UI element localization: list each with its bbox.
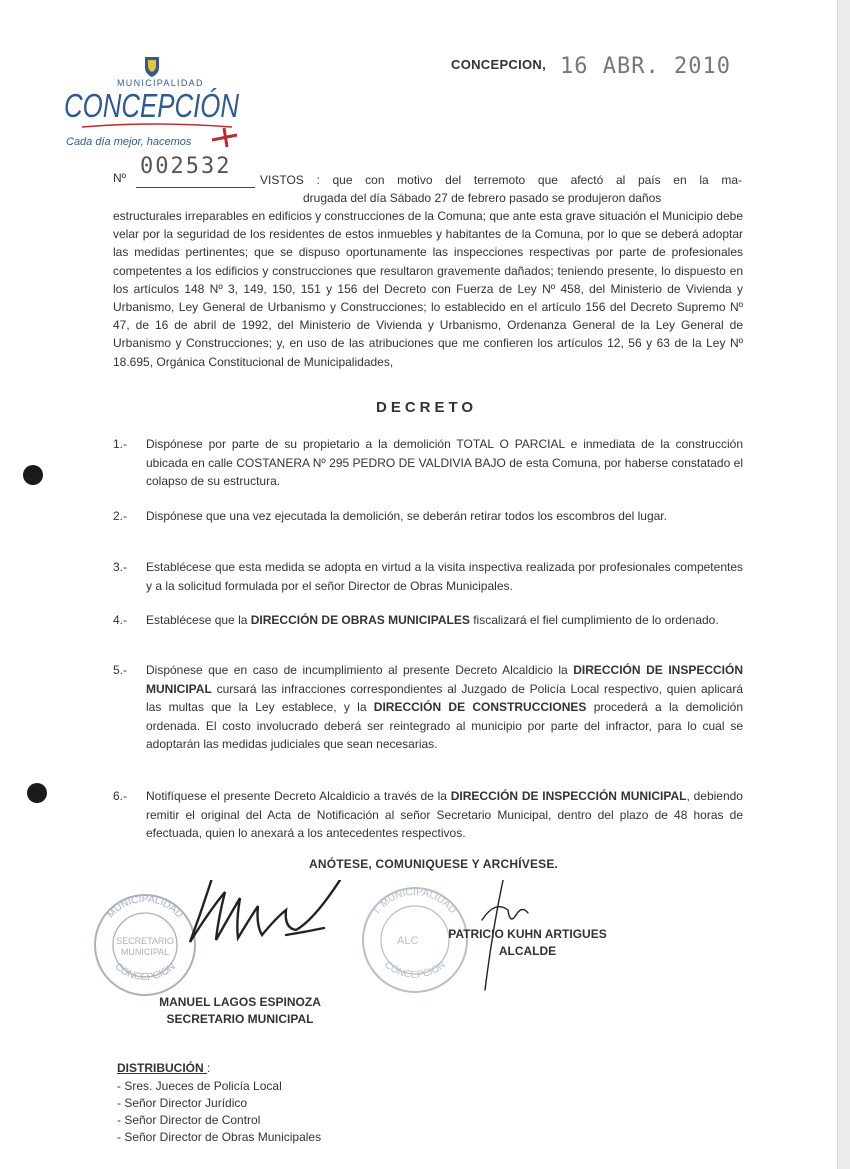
svg-text:CONCEPCION: CONCEPCION — [382, 959, 448, 981]
svg-text:SECRETARIO: SECRETARIO — [116, 936, 174, 946]
secretario-title: SECRETARIO MUNICIPAL — [166, 1012, 314, 1026]
decree-item-2 — [113, 507, 743, 526]
decree-item-6 — [113, 787, 743, 843]
item-text: Dispónese que en caso de incumplimiento al presente Decreto Alcaldicio la DIRECCIÓN DE INSPECCIÓN MUNICIPAL cursará las infracciones correspondientes al Juzgado de Policía Local respectivo, quien aplicará las multas que la Ley establece, y la DIRECCIÓN DE CONSTRUCCIONES procederá a la demolición ordenada. El costo involucrado deberá ser reintegrado al municipio por parte del infractor, para lo cual se adoptarán las medidas judiciales que sean necesarias. — [146, 663, 743, 751]
distribution-item: - Señor Director de Control — [117, 1113, 261, 1127]
svg-text:MUNICIPALIDAD: MUNICIPALIDAD — [105, 893, 185, 921]
distribution-item: - Sres. Jueces de Policía Local — [117, 1079, 282, 1093]
municipality-logo — [62, 55, 252, 155]
secretario-name: MANUEL LAGOS ESPINOZA — [159, 995, 321, 1009]
decree-item-3 — [113, 558, 743, 595]
decree-item-5 — [113, 661, 743, 754]
punch-hole-top — [23, 465, 43, 485]
item-text: Dispónese que una vez ejecutada la demolición, se deberán retirar todos los escombros del lugar. — [146, 509, 667, 523]
stamp-secretario — [95, 894, 195, 995]
logo-municipalidad: MUNICIPALIDAD — [117, 78, 204, 88]
logo-name: CONCEPCIÓN — [64, 87, 240, 124]
punch-hole-bottom — [27, 783, 47, 803]
logo-slogan: Cada día mejor, hacemos — [66, 136, 192, 148]
secretario-block — [140, 994, 340, 1028]
alcalde-block — [430, 926, 625, 960]
item-text: Establécese que la DIRECCIÓN DE OBRAS MUNICIPALES fiscalizará el fiel cumplimiento de lo ordenado. — [146, 613, 719, 627]
item-number: 1.- — [113, 437, 128, 451]
item-text: Establécese que esta medida se adopta en virtud a la visita inspectiva realizada por profesionales competentes y a la solicitud formulada por el señor Director de Obras Municipales. — [146, 560, 743, 593]
item-number: 2.- — [113, 509, 128, 523]
vistos-line-2: drugada del día Sábado 27 de febrero pasado se produjeron daños — [303, 191, 662, 205]
item-number: 4.- — [113, 613, 128, 627]
distribution-item: - Señor Director Jurídico — [117, 1096, 248, 1110]
distribution-list — [117, 1078, 321, 1146]
item-text: Dispónese por parte de su propietario a la demolición TOTAL O PARCIAL e inmediata de la construcción ubicada en calle COSTANERA Nº 295 PEDRO DE VALDIVIA BAJO de esta Comuna, por haberse constatado el colapso de su estructura. — [146, 437, 743, 488]
item-number: 6.- — [113, 789, 128, 803]
vistos-line-1: VISTOS : que con motivo del terremoto que afectó al país en la ma- — [260, 173, 742, 187]
decreto-heading: DECRETO — [376, 399, 478, 416]
date-stamp: 16 ABR. 2010 — [560, 54, 731, 79]
decree-item-4 — [113, 611, 743, 630]
svg-text:ALC: ALC — [397, 935, 419, 947]
alcalde-title: ALCALDE — [498, 944, 557, 958]
decree-item-1 — [113, 435, 743, 491]
svg-text:I. MUNICIPALIDAD: I. MUNICIPALIDAD — [371, 886, 459, 916]
closing-formula: ANÓTESE, COMUNIQUESE Y ARCHÍVESE. — [309, 857, 559, 871]
svg-text:CONCEPCION: CONCEPCION — [112, 961, 178, 984]
place-label: CONCEPCION, — [451, 57, 547, 72]
number-label: Nº — [113, 171, 127, 185]
item-number: 5.- — [113, 663, 128, 677]
distribution-title: DISTRIBUCIÓN : — [117, 1061, 211, 1075]
signature-secretario — [190, 880, 340, 942]
item-text: Notifíquese el presente Decreto Alcaldicio a través de la DIRECCIÓN DE INSPECCIÓN MUNICIPAL, debiendo remitir el original del Acta de Notificación al señor Secretario Municipal, dentro del plazo de 48 horas de efectuada, quien lo anexará a los antecedentes respectivos. — [146, 789, 743, 840]
svg-text:MUNICIPAL: MUNICIPAL — [120, 947, 170, 957]
number-line — [136, 187, 255, 188]
vistos-paragraph: estructurales irreparables en edificios y construcciones de la Comuna; que ante esta grave situación el Municipio debe velar por la seguridad de los residentes de estos inmuebles y habitantes de la Comuna, por lo que se deberá adoptar las medidas pertinentes; que se dispuso oportunamente las inspecciones respectivas por parte de profesionales competentes a los edificios y construcciones que resultaron gravemente dañados; teniendo presente, lo dispuesto en los artículos 148 Nº 3, 149, 150, 151 y 156 del Decreto con Fuerza de Ley Nº 458, del Ministerio de Vivienda y Urbanismo, Ley General de Urbanismo y Construcciones; lo establecido en el artículo 156 del Decreto Supremo Nº 47, de 16 de abril de 1992, del Ministerio de Vivienda y Urbanismo, Ordenanza General de la Ley General de Urbanismo y Construcciones; y, en uso de las atribuciones que me confieren los artículos 12, 56 y 63 de la Ley Nº 18.695, Orgánica Constitucional de Municipalidades, — [113, 209, 743, 369]
item-number: 3.- — [113, 560, 128, 574]
distribution-item: - Señor Director de Obras Municipales — [117, 1130, 322, 1144]
number-stamp: 002532 — [140, 154, 232, 179]
alcalde-name: PATRICIO KUHN ARTIGUES — [448, 927, 607, 941]
paper-edge — [837, 0, 850, 1169]
